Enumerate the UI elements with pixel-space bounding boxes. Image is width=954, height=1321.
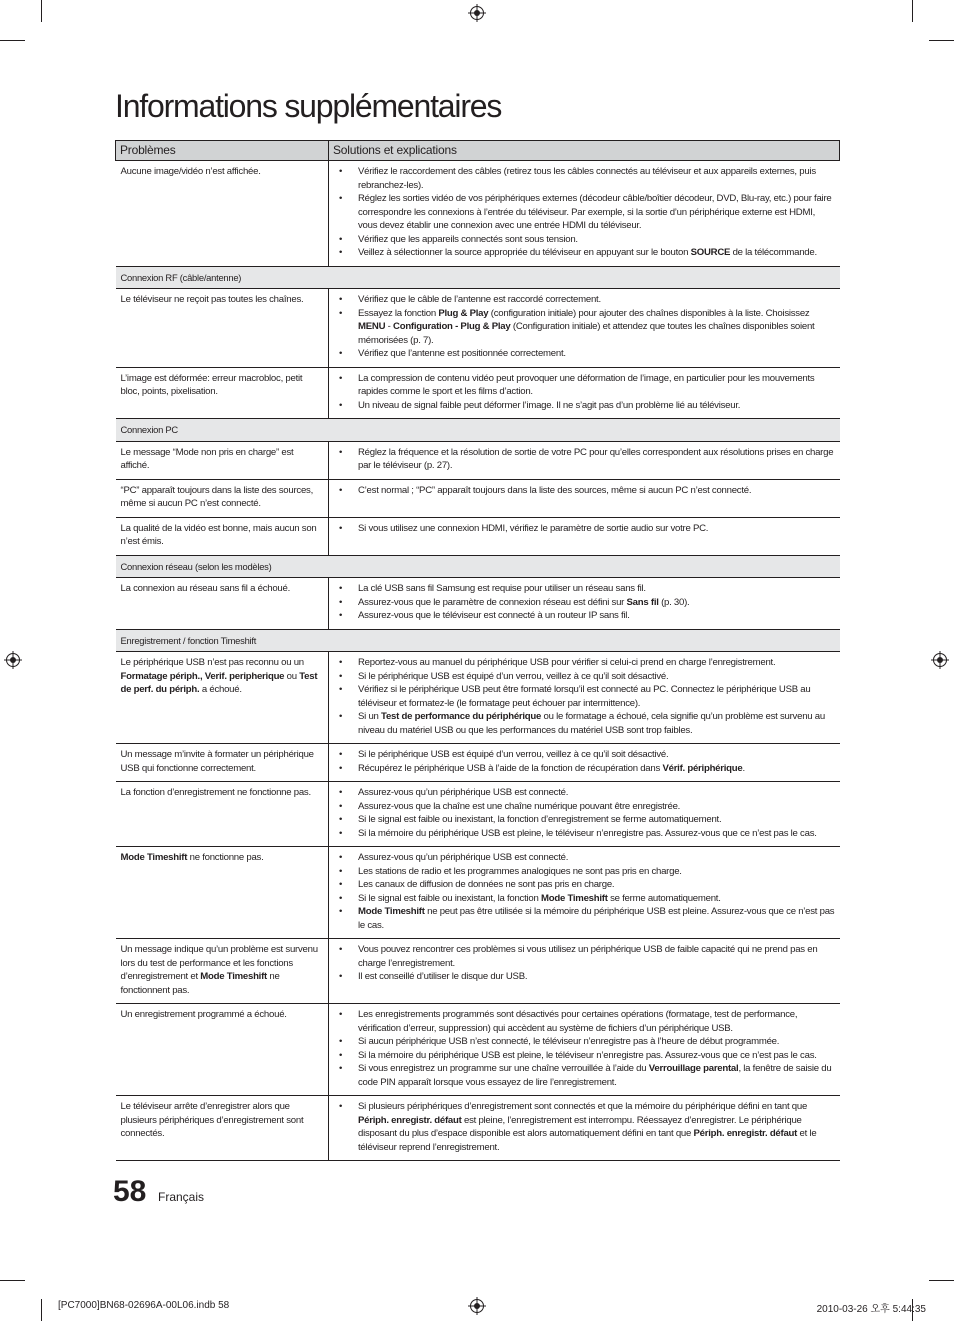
solution-list xyxy=(334,446,835,473)
text-run: Les canaux de diffusion de données ne sont pas pris en charge. xyxy=(358,879,615,890)
problem-cell xyxy=(116,517,329,555)
problem-cell xyxy=(116,782,329,847)
solution-item xyxy=(334,372,835,399)
problem-cell xyxy=(116,939,329,1004)
solution-item xyxy=(334,878,835,892)
problem-cell xyxy=(116,847,329,939)
solution-cell xyxy=(329,939,840,1004)
page-language: Français xyxy=(158,1190,205,1204)
text-run: Vérifiez que les appareils connectés sont sous tension. xyxy=(358,233,578,245)
text-run: ou xyxy=(284,670,300,682)
table-row xyxy=(116,367,840,419)
solution-item xyxy=(334,165,835,192)
solution-item xyxy=(334,970,835,984)
problem-cell xyxy=(116,744,329,782)
solution-cell xyxy=(329,578,840,630)
text-run: Il est conseillé d’utiliser le disque dur USB. xyxy=(358,971,528,982)
solution-item xyxy=(334,813,835,827)
bold-text: Vérif. périphérique xyxy=(662,762,743,774)
text-run: Un niveau de signal faible peut déformer l’image. Il ne s’agit pas d’un problème lié au téléviseur. xyxy=(358,399,741,411)
solution-cell xyxy=(329,161,840,267)
bold-text: Verrouillage parental xyxy=(648,1063,739,1074)
solution-cell xyxy=(329,441,840,479)
solution-item xyxy=(334,233,835,247)
solution-item xyxy=(334,446,835,473)
solution-item xyxy=(334,1062,835,1089)
section-label: Connexion PC xyxy=(116,419,840,442)
text-run: Vérifiez le raccordement des câbles (retirez tous les câbles connectés au téléviseur et aux appareils externes, puis rebranchez-les). xyxy=(358,166,816,191)
text-run: Si vous utilisez une connexion HDMI, vérifiez le paramètre de sortie audio sur votre PC. xyxy=(358,522,709,534)
solution-cell xyxy=(329,289,840,368)
solution-item xyxy=(334,786,835,800)
solution-list xyxy=(334,1008,835,1089)
solution-item xyxy=(334,347,835,361)
text-run: Si la mémoire du périphérique USB est pleine, le téléviseur n’enregistre pas. Assurez-vous que ce n’est pas le cas. xyxy=(358,1049,817,1061)
text-run: (p. 30). xyxy=(658,596,690,608)
text-run: a échoué. xyxy=(199,684,242,695)
solution-item xyxy=(334,683,835,710)
text-run: Si plusieurs périphériques d’enregistrement sont connectés et que la mémoire du périphérique défini en tant que xyxy=(358,1101,808,1112)
solution-item xyxy=(334,1008,835,1035)
solution-list xyxy=(334,943,835,984)
solution-item xyxy=(334,293,835,307)
problem-cell xyxy=(116,1004,329,1096)
section-label: Connexion RF (câble/antenne) xyxy=(116,266,840,289)
table-row xyxy=(116,782,840,847)
solution-item xyxy=(334,748,835,762)
solution-cell xyxy=(329,479,840,517)
text-run: et le téléviseur reprend l’enregistrement. xyxy=(358,1128,817,1153)
text-run: La fonction d’enregistrement ne fonctionne pas. xyxy=(120,787,311,798)
solution-item xyxy=(334,596,835,610)
solution-item xyxy=(334,192,835,233)
text-run: Si vous enregistrez un programme sur une chaîne verrouillée à l’aide du xyxy=(358,1063,649,1074)
solution-list xyxy=(334,582,835,623)
crop-mark xyxy=(0,40,25,41)
crop-mark xyxy=(929,40,954,41)
text-run: Si un xyxy=(358,711,382,722)
text-run: Le téléviseur ne reçoit pas toutes les chaînes. xyxy=(120,294,304,305)
bold-text: Mode Timeshift xyxy=(200,971,267,982)
text-run: C’est normal ; “PC” apparaît toujours dans la liste des sources, même si aucun PC n’est connecté. xyxy=(358,484,752,496)
text-run: Essayez la fonction xyxy=(358,307,439,319)
troubleshooting-table xyxy=(115,140,840,1161)
table-body xyxy=(116,161,840,1161)
text-run: Si le périphérique USB est équipé d’un verrou, veillez à ce qu’il soit désactivé. xyxy=(358,670,669,682)
bold-text: Mode Timeshift xyxy=(540,892,608,904)
text-run: est pleine, l’enregistrement est interrompu. Réessayez d’enregistrer. Le périphérique disposant du plus d’espace disponible est alors automatiquement défini en tant que xyxy=(358,1114,802,1139)
solution-item xyxy=(334,399,835,413)
crop-mark xyxy=(41,1299,42,1321)
solution-item xyxy=(334,762,835,776)
section-row xyxy=(116,629,840,652)
problem-cell xyxy=(116,479,329,517)
table-row xyxy=(116,479,840,517)
text-run: Vérifiez que le câble de l’antenne est raccordé correctement. xyxy=(358,294,601,305)
solution-list xyxy=(334,748,835,775)
solution-cell xyxy=(329,847,840,939)
text-run: Reportez-vous au manuel du périphérique USB pour vérifier si celui-ci prend en charge l’enregistrement. xyxy=(358,657,776,668)
table-header-row xyxy=(116,141,840,161)
solution-list xyxy=(334,484,835,498)
solution-item xyxy=(334,582,835,596)
text-run: Si le signal est faible ou inexistant, la fonction xyxy=(358,892,541,904)
solution-item xyxy=(334,609,835,623)
problem-cell xyxy=(116,578,329,630)
problem-cell xyxy=(116,1096,329,1161)
registration-mark-icon xyxy=(468,1297,486,1315)
solution-list xyxy=(334,851,835,932)
text-run: Veillez à sélectionner la source appropriée du téléviseur en appuyant sur le bouton xyxy=(358,247,691,258)
page-number: 58 xyxy=(113,1175,147,1208)
solution-cell xyxy=(329,517,840,555)
text-run: Aucune image/vidéo n’est affichée. xyxy=(120,166,261,177)
bold-text: Test de performance du périphérique xyxy=(381,711,542,722)
bold-text: Périph. enregistr. défaut xyxy=(358,1114,462,1126)
registration-mark-icon xyxy=(931,651,949,669)
text-run: Un message m’invite à formater un périphérique USB qui fonctionne correctement. xyxy=(120,749,314,774)
crop-mark xyxy=(41,0,42,22)
header-problems: Problèmes xyxy=(116,141,329,161)
problem-cell xyxy=(116,161,329,267)
text-run: La compression de contenu vidéo peut provoquer une déformation de l’image, en particulier pour les mouvements rapides comme le sport et les films d’action. xyxy=(358,372,815,397)
solution-item xyxy=(334,307,835,348)
bold-text: Périph. enregistr. défaut xyxy=(693,1128,798,1139)
text-run: Le téléviseur arrête d’enregistrer alors que plusieurs périphériques d’enregistrement sont connectés. xyxy=(120,1101,304,1139)
solution-item xyxy=(334,827,835,841)
crop-mark xyxy=(912,0,913,22)
table-row xyxy=(116,578,840,630)
text-run: se ferme automatiquement. xyxy=(607,892,721,904)
text-run: La connexion au réseau sans fil a échoué. xyxy=(120,583,290,594)
solution-item xyxy=(334,246,835,260)
page-title: Informations supplémentaires xyxy=(115,88,502,124)
text-run: ne fonctionne pas. xyxy=(187,852,264,863)
bold-text: MENU xyxy=(358,321,386,332)
text-run: Récupérez le périphérique USB à l’aide de la fonction de récupération dans xyxy=(358,762,663,774)
table-row xyxy=(116,441,840,479)
solution-item xyxy=(334,1049,835,1063)
text-run: Assurez-vous qu’un périphérique USB est connecté. xyxy=(358,787,569,798)
solution-item xyxy=(334,1100,835,1154)
text-run: Si la mémoire du périphérique USB est pleine, le téléviseur n’enregistre pas. Assurez-vous que ce n’est pas le cas. xyxy=(358,827,817,839)
text-run: Un enregistrement programmé a échoué. xyxy=(120,1009,287,1020)
text-run: . xyxy=(742,762,745,774)
solution-list xyxy=(334,372,835,413)
solution-item xyxy=(334,522,835,536)
text-run: Le périphérique USB n’est pas reconnu ou un xyxy=(120,657,304,668)
text-run: Vous pouvez rencontrer ces problèmes si vous utilisez un périphérique USB de faible capacité qui ne prend pas en charge l’enregistrement. xyxy=(358,944,818,969)
text-run: Assurez-vous que la chaîne est une chaîne numérique pouvant être enregistrée. xyxy=(358,800,681,812)
solution-cell xyxy=(329,652,840,744)
solution-item xyxy=(334,1035,835,1049)
section-row xyxy=(116,419,840,442)
solution-item xyxy=(334,484,835,498)
text-run: de la télécommande. xyxy=(730,247,817,258)
crop-mark xyxy=(929,1280,954,1281)
solution-cell xyxy=(329,367,840,419)
section-label: Enregistrement / fonction Timeshift xyxy=(116,629,840,652)
crop-mark xyxy=(0,1280,25,1281)
text-run: Si le signal est faible ou inexistant, la fonction d’enregistrement se ferme automatiquement. xyxy=(358,814,722,825)
section-row xyxy=(116,555,840,578)
text-run: Vérifiez que l’antenne est positionnée correctement. xyxy=(358,348,566,359)
table-row xyxy=(116,939,840,1004)
text-run: L’image est déformée: erreur macrobloc, petit bloc, points, pixelisation. xyxy=(120,372,303,397)
table-row xyxy=(116,161,840,267)
header-solutions: Solutions et explications xyxy=(329,141,840,161)
text-run: Assurez-vous que le paramètre de connexion réseau est défini sur xyxy=(358,596,627,608)
text-run: Assurez-vous que le téléviseur est connecté à un routeur IP sans fil. xyxy=(358,610,630,621)
text-run: Les enregistrements programmés sont désactivés pour certaines opérations (formatage, test de performance, vérification d’erreur, suppression) qui accèdent au système de fichiers d’un périphérique USB. xyxy=(358,1009,798,1034)
solution-list xyxy=(334,656,835,737)
solution-item xyxy=(334,892,835,906)
imprint-timestamp: 2010-03-26 오후 5:44:35 xyxy=(816,1304,926,1315)
solution-list xyxy=(334,165,835,260)
solution-list xyxy=(334,786,835,840)
bold-text: Test de perf. du périph. xyxy=(120,670,318,695)
text-run: Si le périphérique USB est équipé d’un verrou, veillez à ce qu’il soit désactivé. xyxy=(358,749,669,760)
text-run: La clé USB sans fil Samsung est requise pour utiliser un réseau sans fil. xyxy=(358,583,646,594)
problem-cell xyxy=(116,289,329,368)
table-row xyxy=(116,652,840,744)
problem-cell xyxy=(116,441,329,479)
bold-text: Configuration - Plug & Play xyxy=(393,321,511,332)
solution-cell xyxy=(329,1096,840,1161)
text-run: ou le formatage a échoué, cela signifie qu’un problème est survenu au niveau du matériel USB ou que les performances du matériel USB sont trop faibles. xyxy=(358,711,825,736)
text-run: Assurez-vous qu’un périphérique USB est connecté. xyxy=(358,852,569,863)
table-row xyxy=(116,847,840,939)
table-row xyxy=(116,744,840,782)
solution-item xyxy=(334,800,835,814)
solution-cell xyxy=(329,782,840,847)
solution-cell xyxy=(329,1004,840,1096)
text-run: (Configuration initiale) et attendez que toutes les chaînes disponibles soient mémorisées (p. 7). xyxy=(358,321,815,346)
text-run: Les stations de radio et les programmes analogiques ne sont pas pris en charge. xyxy=(358,865,682,877)
bold-text: Mode Timeshift xyxy=(358,906,425,917)
registration-mark-icon xyxy=(4,651,22,669)
solution-list xyxy=(334,1100,835,1154)
solution-item xyxy=(334,905,835,932)
solution-list xyxy=(334,293,835,361)
bold-text: Sans fil xyxy=(626,596,659,608)
text-run: - xyxy=(385,321,394,332)
solution-item xyxy=(334,710,835,737)
problem-cell xyxy=(116,652,329,744)
text-run: Un message indique qu’un problème est survenu lors du test de performance et les fonctions d’enregistrement et xyxy=(120,944,318,982)
text-run: , la fenêtre de saisie du code PIN apparaît lorsque vous essayez de lire l’enregistrement. xyxy=(358,1063,832,1088)
table-row xyxy=(116,517,840,555)
bold-text: Plug & Play xyxy=(438,307,489,319)
solution-item xyxy=(334,943,835,970)
text-run: Réglez les sorties vidéo de vos périphériques externes (décodeur câble/boîtier décodeur, DVD, Blu-ray, etc.) pour faire correspondre les connexions à l’entrée du téléviseur. Par exemple, si la sortie d’un périphérique externe est HDMI, vous devez établir une connexion avec une entrée HDMI du téléviseur. xyxy=(358,193,832,231)
solution-item xyxy=(334,865,835,879)
text-run: (configuration initiale) pour ajouter des chaînes disponibles à la liste. Choisissez xyxy=(488,307,810,319)
table-row xyxy=(116,289,840,368)
solution-cell xyxy=(329,744,840,782)
solution-item xyxy=(334,670,835,684)
problem-cell xyxy=(116,367,329,419)
text-run: ne fonctionnent pas. xyxy=(120,971,280,996)
bold-text: Mode Timeshift xyxy=(120,852,188,863)
bold-text: Formatage périph., Verif. peripherique xyxy=(120,670,285,682)
registration-mark-icon xyxy=(468,4,486,22)
imprint-file: [PC7000]BN68-02696A-00L06.indb 58 xyxy=(58,1300,230,1311)
text-run: Le message “Mode non pris en charge” est affiché. xyxy=(120,446,294,471)
text-run: ne peut pas être utilisée si la mémoire du périphérique USB est pleine. Assurez-vous que ce n’est pas le cas. xyxy=(358,906,835,931)
text-run: La qualité de la vidéo est bonne, mais aucun son n’est émis. xyxy=(120,522,317,547)
bold-text: SOURCE xyxy=(690,247,731,258)
text-run: “PC” apparaît toujours dans la liste des sources, même si aucun PC n’est connecté. xyxy=(120,484,314,509)
text-run: Si aucun périphérique USB n’est connecté, le téléviseur n’enregistre pas à l’heure de début programmée. xyxy=(358,1036,780,1047)
text-run: Réglez la fréquence et la résolution de sortie de votre PC pour qu’elles correspondent aux résolutions prises en charge par le téléviseur (p. 27). xyxy=(358,446,834,471)
solution-item xyxy=(334,656,835,670)
table-row xyxy=(116,1096,840,1161)
table-row xyxy=(116,1004,840,1096)
section-label: Connexion réseau (selon les modèles) xyxy=(116,555,840,578)
text-run: Vérifiez si le périphérique USB peut être formaté lorsqu’il est connecté au PC. Connectez le périphérique USB au téléviseur et formatez-le (le formatage peut échouer par intermittence). xyxy=(358,684,811,709)
section-row xyxy=(116,266,840,289)
solution-list xyxy=(334,522,835,536)
solution-item xyxy=(334,851,835,865)
